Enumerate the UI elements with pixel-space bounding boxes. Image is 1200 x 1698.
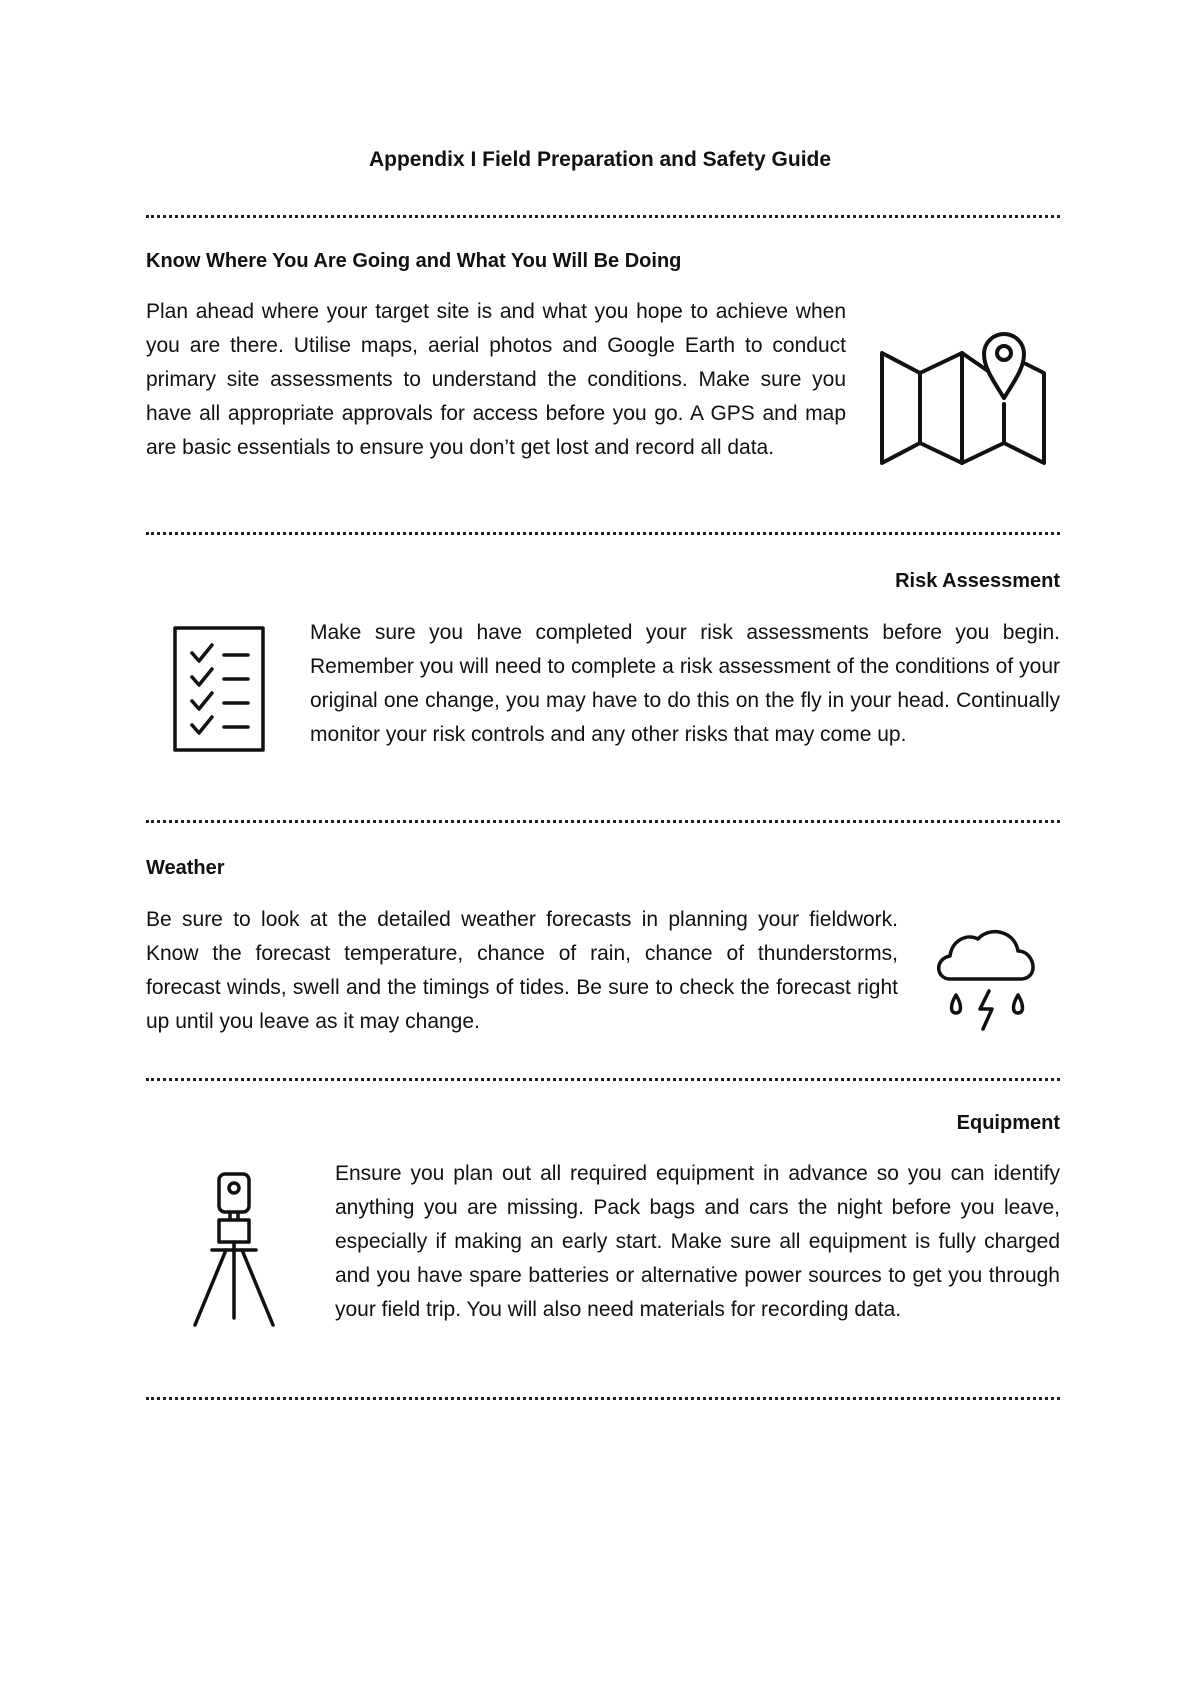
tripod-instrument-icon [190,1170,280,1330]
page-title: Appendix I Field Preparation and Safety Guide [368,148,832,171]
checklist-icon [172,625,267,755]
dotted-divider [146,1078,1060,1081]
section-body-know-where: Plan ahead where your target site is and what you hope to achieve when you are there. Utilise maps, aerial photos and Google Earth to conduct primary site assessments to understand the conditions. Make sure you have all appropriate approvals for access before you go. A GPS and map are basic essentials to ensure you don’t get lost and record all data. [146,300,846,459]
map-pin-icon [878,326,1048,471]
storm-cloud-icon [932,925,1042,1035]
dotted-divider [146,532,1060,535]
section-body-equipment: Ensure you plan out all required equipment in advance so you can identify anything you are missing. Pack bags and cars the night before you leave, especially if making an early start. Make sure all equipment is fully charged and you have spare batteries or alternative power sources to get you through your field trip. You will also need materials for recording data. [335,1162,1060,1321]
dotted-divider [146,820,1060,823]
section-heading-know-where: Know Where You Are Going and What You Will Be Doing [146,250,682,272]
section-heading-risk-assessment: Risk Assessment [895,570,1060,592]
dotted-divider [146,215,1060,218]
section-body-risk-assessment: Make sure you have completed your risk assessments before you begin. Remember you will need to complete a risk assessment of the conditions of your original one change, you may have to do this on the fly in your head. Continually monitor your risk controls and any other risks that may come up. [310,621,1060,746]
section-heading-equipment: Equipment [956,1112,1060,1134]
section-body-weather: Be sure to look at the detailed weather forecasts in planning your fieldwork. Know the forecast temperature, chance of rain, chance of thunderstorms, forecast winds, swell and the timings of tides. Be sure to check the forecast right up until you leave as it may change. [146,908,898,1033]
section-heading-weather: Weather [146,857,225,879]
dotted-divider [146,1397,1060,1400]
